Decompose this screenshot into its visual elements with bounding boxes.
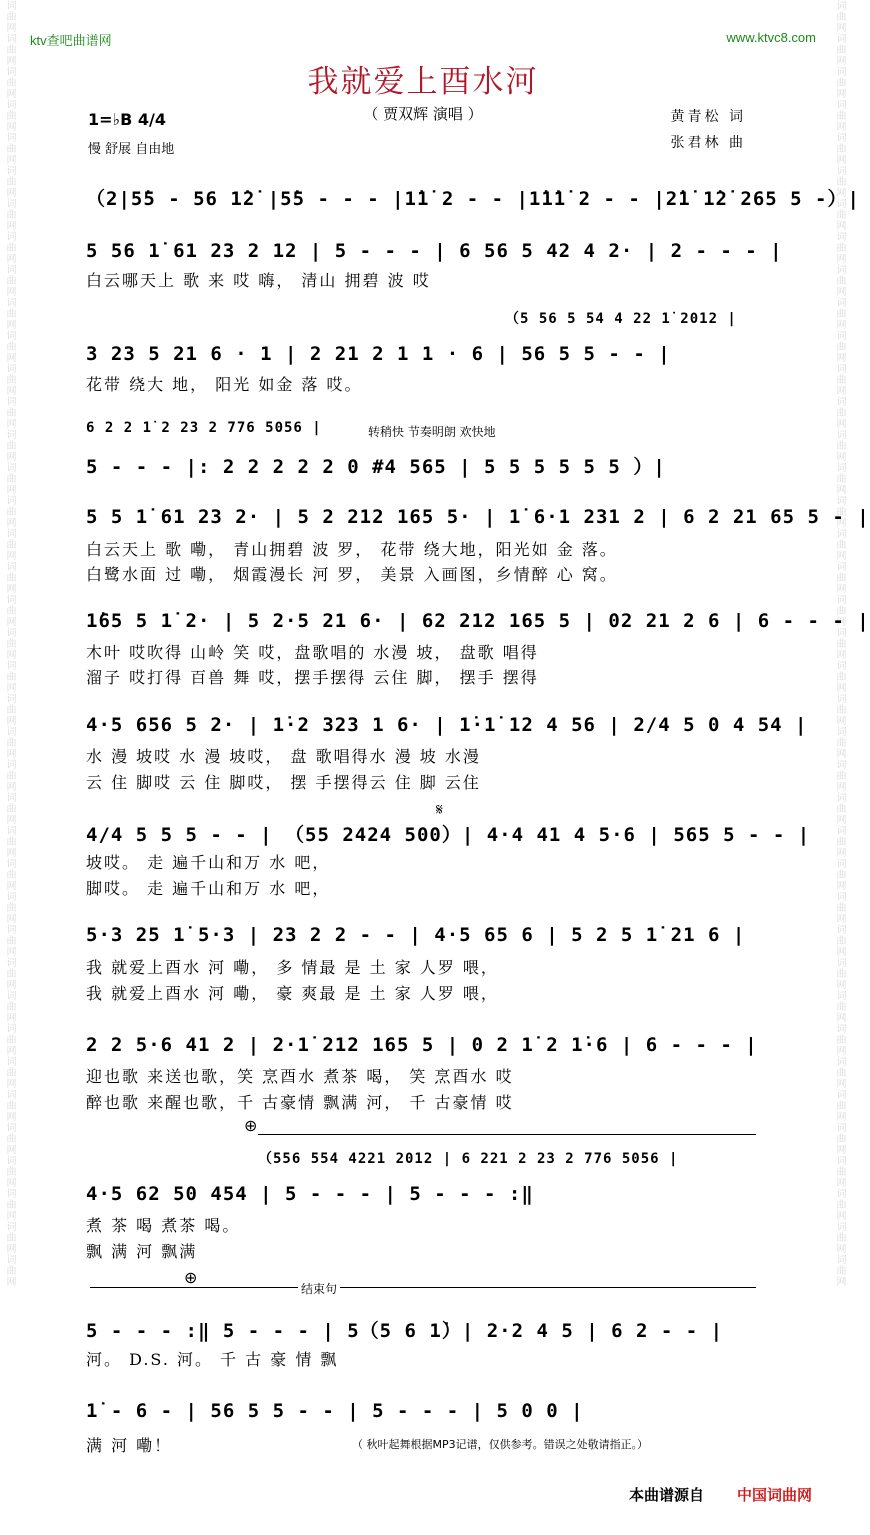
- lyric-line-2: 白云哪天上 歌 来 哎 嗨， 清山 拥碧 波 哎: [86, 271, 431, 290]
- source-site-link[interactable]: 中国词曲网: [736, 1486, 812, 1504]
- watermark-right: 词曲网词曲网词曲网词曲网词曲网词曲网词曲网词曲网词曲网词曲网词曲网词曲网词曲网词曲网词曲网词曲网词曲网词曲网词曲网词曲网词曲网词曲网词曲网词曲网词曲网词曲网词曲网词曲网词曲网词曲网词曲网词曲网词曲网词曲网词曲网词曲网词曲网词曲网词曲网: [834, 0, 845, 1287]
- score-line-10: 2 2 5·6 41 2 | 2·1̇ 212 165 5 | 0 2 1̇ 2 1̇·6 | 6 - - - |: [86, 1034, 758, 1056]
- score-line-13: 1̇ - 6 - | 56 5 5 - - | 5 - - - | 5 0 0 |: [86, 1400, 584, 1422]
- composer-credit: 张君林 曲: [670, 135, 746, 151]
- score-line-11: 4·5 62 50 454 | 5 - - - | 5 - - - :‖: [86, 1183, 534, 1205]
- lyric-line-7a: 水 漫 坡哎 水 漫 坡哎， 盘 歌唱得水 漫 坡 水漫: [86, 747, 481, 766]
- ending-label: 结束句: [298, 1280, 340, 1297]
- song-title: 我就爱上酉水河: [307, 64, 539, 100]
- lyric-line-6b: 溜子 哎打得 百兽 舞 哎，摆手摆得 云住 脚， 摆手 摆得: [86, 668, 539, 687]
- score-line-4-upper: 6 2 2 1̇ 2 23 2 776 5056 |: [86, 420, 322, 436]
- score-line-5: 5 5 1̇ 61 23 2· | 5 2 212 165 5· | 1̇ 6·1 231 2 | 6 2 21 65 5 - |: [86, 506, 870, 528]
- lyric-line-9a: 我 就爱上酉水 河 嘞， 多 情最 是 土 家 人罗 喂，: [86, 958, 499, 977]
- score-line-2: 5 56 1̇ 61 23 2 12 | 5 - - - | 6 56 5 42 4 2· | 2 - - - |: [86, 240, 783, 262]
- lyric-line-11b: 飘 满 河 飘满: [86, 1242, 198, 1261]
- volta-2-rule: [90, 1287, 756, 1288]
- score-line-6: 1̇65 5 1̇ 2· | 5 2·5 21 6· | 62 212 165 5 | 02 21 2 6 | 6 - - - |: [86, 610, 870, 632]
- score-line-3: 3 23 5 21 6 · 1 | 2 21 2 1 1 · 6 | 56 5 5 - - |: [86, 343, 671, 365]
- score-line-11-upper: （556 554 4221 2012 | 6 221 2 23 2 776 5056 |: [258, 1151, 679, 1167]
- lyric-line-10b: 醉也歌 来醒也歌，千 古豪情 飘满 河， 千 古豪情 哎: [86, 1093, 514, 1112]
- lyric-line-5a: 白云天上 歌 嘞， 青山拥碧 波 罗， 花带 绕大地，阳光如 金 落。: [86, 540, 618, 559]
- tempo-marking: 慢 舒展 自由地: [88, 142, 175, 157]
- lyric-line-5b: 白鹭水面 过 嘞， 烟霞漫长 河 罗， 美景 入画图，乡情醉 心 窝。: [86, 565, 618, 584]
- lyricist-credit: 黄青松 词: [670, 109, 746, 125]
- score-line-12: 5 - - - :‖ 5 - - - | 5（5 6 1̇）| 2·2 4 5 | 6 2 - - |: [86, 1320, 724, 1342]
- lyric-line-3: 花带 绕大 地， 阳光 如金 落 哎。: [86, 375, 363, 394]
- lyric-line-10a: 迎也歌 来送也歌，笑 烹酉水 煮茶 喝， 笑 烹酉水 哎: [86, 1067, 514, 1086]
- coda-icon-2: ⊕: [184, 1268, 198, 1287]
- site-right-label: www.ktvc8.com: [726, 30, 816, 45]
- score-line-1: （2|5̇5 - 56 1̇2̇ |5̇5 - - - |1̇1̇ 2 - - |1̇1̇1̇ 2 - - |2̇1̇ 1̇2̇ 265 5 -）|: [86, 188, 860, 210]
- lyric-line-8a: 坡哎。 走 遍千山和万 水 吧，: [86, 853, 331, 872]
- watermark-left: 词曲网词曲网词曲网词曲网词曲网词曲网词曲网词曲网词曲网词曲网词曲网词曲网词曲网词曲网词曲网词曲网词曲网词曲网词曲网词曲网词曲网词曲网词曲网词曲网词曲网词曲网词曲网词曲网词曲网词曲网词曲网词曲网词曲网词曲网词曲网词曲网词曲网词曲网词曲网: [4, 0, 15, 1287]
- lyric-line-7b: 云 住 脚哎 云 住 脚哎， 摆 手摆得云 住 脚 云住: [86, 773, 481, 792]
- site-left-label: ktv查吧曲谱网: [30, 33, 112, 48]
- coda-icon: ⊕: [244, 1116, 258, 1135]
- score-line-8: 4/4 5 5 5 - - | （55 2424 500）| 4·4 41 4 5·6 | 565 5 - - |: [86, 824, 811, 846]
- lyric-line-13: 满 河 嘞！: [86, 1436, 173, 1455]
- tempo-change-note: 转稍快 节奏明朗 欢快地: [368, 425, 496, 439]
- lyric-line-8b: 脚哎。 走 遍千山和万 水 吧，: [86, 879, 331, 898]
- lyric-line-9b: 我 就爱上酉水 河 嘞， 豪 爽最 是 土 家 人罗 喂，: [86, 984, 499, 1003]
- score-line-9: 5·3 25 1̇ 5·3 | 23 2 2 - - | 4·5 65 6 | 5 2 5 1̇ 21 6 |: [86, 924, 746, 946]
- segno-icon: 𝄋: [436, 800, 443, 819]
- score-line-4: 5 - - - |: 2 2 2 2 2 0 #4 565 | 5 5 5 5 5 5 ）|: [86, 456, 666, 478]
- lyric-line-11a: 煮 茶 喝 煮茶 喝。: [86, 1216, 241, 1235]
- volta-1-rule: [258, 1134, 756, 1135]
- transcription-remark: （ 秋叶起舞根据MP3记谱，仅供参考。错误之处敬请指正。）: [352, 1438, 649, 1451]
- key-signature: 1=♭B 4/4: [88, 110, 166, 129]
- score-line-7: 4·5 656 5 2· | 1̇·2 323 1 6· | 1̇·1̇ 12 4 56 | 2/4 5 0 4 54 |: [86, 714, 808, 736]
- lyric-line-12: 河。 D.S. 河。 千 古 豪 情 飘: [86, 1350, 339, 1369]
- score-line-3-upper: （5 56 5 54 4 22 1̇ 2012 |: [505, 311, 737, 327]
- singer-credit: （ 贾双辉 演唱 ）: [363, 105, 483, 123]
- source-label: 本曲谱源自: [628, 1486, 704, 1504]
- lyric-line-6a: 木叶 哎吹得 山岭 笑 哎，盘歌唱的 水漫 坡， 盘歌 唱得: [86, 643, 539, 662]
